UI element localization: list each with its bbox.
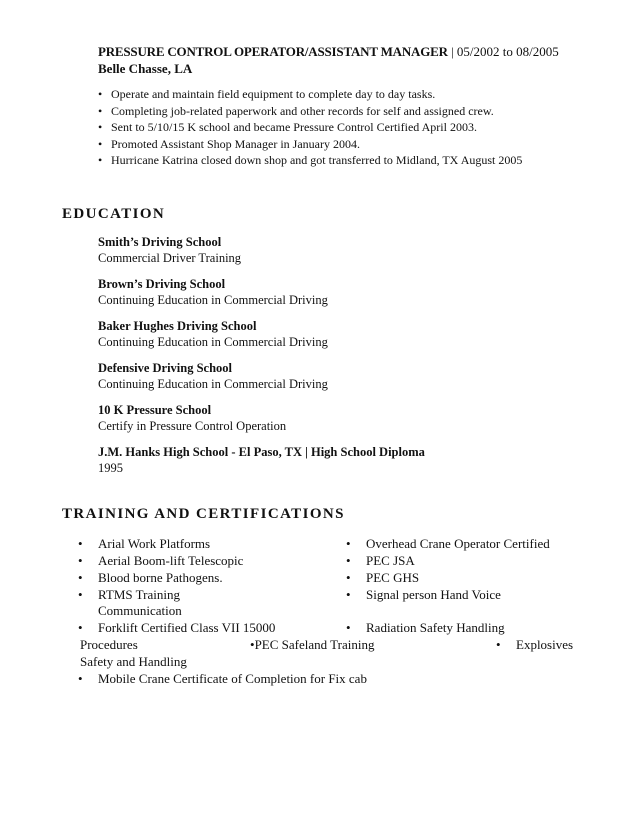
training-heading: TRAINING AND CERTIFICATIONS (62, 506, 345, 522)
job-title: PRESSURE CONTROL OPERATOR/ASSISTANT MANAGER (98, 44, 448, 59)
school-detail: Continuing Education in Commercial Driving (98, 334, 328, 349)
school-name: Brown’s Driving School (98, 277, 226, 291)
training-item: • Blood borne Pathogens. (98, 570, 223, 586)
education-entry (98, 277, 328, 308)
training-item: • PEC JSA (366, 553, 415, 569)
training-item: • Arial Work Platforms (98, 536, 210, 552)
job-bullet: • Hurricane Katrina closed down shop and got transferred to Midland, TX August 2005 (98, 152, 522, 169)
school-detail: Continuing Education in Commercial Driving (98, 376, 328, 391)
school-detail: 1995 (98, 460, 123, 475)
school-name: Defensive Driving School (98, 361, 233, 375)
school-detail: Continuing Education in Commercial Driving (98, 292, 328, 307)
training-item-continuation: Procedures (80, 637, 138, 652)
education-entry (98, 445, 425, 476)
job-title-line (98, 44, 559, 60)
training-item: • Aerial Boom-lift Telescopic (98, 553, 243, 569)
training-item: • Explosives (516, 637, 573, 653)
job-bullet: • Completing job-related paperwork and other records for self and assigned crew. (98, 103, 522, 120)
school-name: Baker Hughes Driving School (98, 319, 257, 333)
education-heading: EDUCATION (62, 206, 166, 222)
bullet-glyph: • (250, 637, 255, 652)
education-entry (98, 319, 328, 350)
training-item: • RTMS Training (98, 587, 180, 603)
training-item-label: PEC Safeland Training (254, 637, 375, 652)
education-entry (98, 361, 328, 392)
training-item-continuation: Communication (98, 603, 182, 618)
job-bullet: • Operate and maintain field equipment to complete day to day tasks. (98, 86, 522, 103)
training-item: • Forklift Certified Class VII 15000 (98, 620, 275, 636)
job-bullet: • Sent to 5/10/15 K school and became Pressure Control Certified April 2003. (98, 119, 522, 136)
training-item (250, 637, 374, 653)
school-name: Smith’s Driving School (98, 235, 222, 249)
training-item-continuation: Safety and Handling (80, 654, 187, 669)
education-entry (98, 235, 241, 266)
school-detail: Certify in Pressure Control Operation (98, 418, 287, 433)
job-bullets (98, 86, 522, 169)
job-dates: | 05/2002 to 08/2005 (447, 44, 559, 59)
job-location: Belle Chasse, LA (98, 61, 193, 76)
school-detail: Commercial Driver Training (98, 250, 242, 265)
school-name: 10 K Pressure School (98, 403, 212, 417)
training-item: • Radiation Safety Handling (366, 620, 505, 636)
training-item: • Mobile Crane Certificate of Completion for Fix cab (98, 671, 367, 687)
training-item: • Overhead Crane Operator Certified (366, 536, 550, 552)
training-item: • Signal person Hand Voice (366, 587, 501, 603)
training-item: • PEC GHS (366, 570, 419, 586)
school-name: J.M. Hanks High School - El Paso, TX | High School Diploma (98, 445, 425, 459)
education-entry (98, 403, 286, 434)
job-bullet: • Promoted Assistant Shop Manager in January 2004. (98, 136, 522, 153)
